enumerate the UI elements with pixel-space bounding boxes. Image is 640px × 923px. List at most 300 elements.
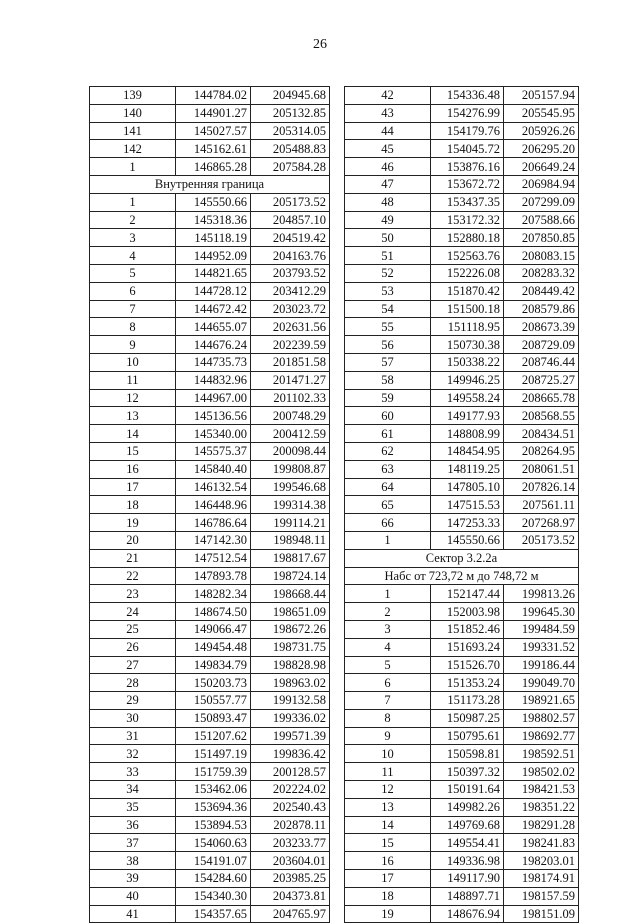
x-coordinate-cell: 147805.10	[431, 478, 504, 496]
table-row	[345, 407, 579, 425]
table-row	[345, 496, 579, 514]
table-row	[90, 371, 330, 389]
y-coordinate-cell: 202239.59	[251, 336, 330, 354]
y-coordinate-cell: 208665.78	[504, 389, 579, 407]
point-number-cell: 26	[90, 638, 176, 656]
section-header-row	[345, 567, 579, 585]
x-coordinate-cell: 150598.81	[431, 745, 504, 763]
y-coordinate-cell: 205488.83	[251, 140, 330, 158]
table-row	[90, 140, 330, 158]
point-number-cell: 42	[345, 87, 431, 105]
x-coordinate-cell: 149117.90	[431, 870, 504, 888]
y-coordinate-cell: 207826.14	[504, 478, 579, 496]
x-coordinate-cell: 148676.94	[431, 905, 504, 923]
table-row	[90, 514, 330, 532]
y-coordinate-cell: 203604.01	[251, 852, 330, 870]
y-coordinate-cell: 198731.75	[251, 638, 330, 656]
table-row	[345, 531, 579, 549]
y-coordinate-cell: 198592.51	[504, 745, 579, 763]
y-coordinate-cell: 198421.53	[504, 781, 579, 799]
x-coordinate-cell: 144655.07	[176, 318, 251, 336]
x-coordinate-cell: 149454.48	[176, 638, 251, 656]
point-number-cell: 6	[90, 282, 176, 300]
x-coordinate-cell: 154045.72	[431, 140, 504, 158]
y-coordinate-cell: 205314.05	[251, 122, 330, 140]
x-coordinate-cell: 150893.47	[176, 709, 251, 727]
point-number-cell: 27	[90, 656, 176, 674]
table-row	[345, 247, 579, 265]
y-coordinate-cell: 204163.76	[251, 247, 330, 265]
y-coordinate-cell: 203985.25	[251, 870, 330, 888]
point-number-cell: 40	[90, 887, 176, 905]
x-coordinate-cell: 144672.42	[176, 300, 251, 318]
x-coordinate-cell: 150557.77	[176, 692, 251, 710]
table-row	[90, 353, 330, 371]
table-row	[345, 781, 579, 799]
x-coordinate-cell: 145575.37	[176, 442, 251, 460]
table-row	[90, 656, 330, 674]
table-row	[90, 709, 330, 727]
x-coordinate-cell: 153876.16	[431, 158, 504, 176]
point-number-cell: 14	[90, 425, 176, 443]
x-coordinate-cell: 153894.53	[176, 816, 251, 834]
table-row	[345, 353, 579, 371]
table-row	[90, 816, 330, 834]
point-number-cell: 22	[90, 567, 176, 585]
x-coordinate-cell: 145550.66	[431, 531, 504, 549]
y-coordinate-cell: 198151.09	[504, 905, 579, 923]
point-number-cell: 2	[345, 603, 431, 621]
table-row	[345, 300, 579, 318]
y-coordinate-cell: 201471.27	[251, 371, 330, 389]
y-coordinate-cell: 205173.52	[251, 193, 330, 211]
table-row	[90, 496, 330, 514]
x-coordinate-cell: 144901.27	[176, 104, 251, 122]
y-coordinate-cell: 199132.58	[251, 692, 330, 710]
point-number-cell: 8	[90, 318, 176, 336]
point-number-cell: 1	[90, 158, 176, 176]
point-number-cell: 18	[90, 496, 176, 514]
x-coordinate-cell: 150987.25	[431, 709, 504, 727]
point-number-cell: 37	[90, 834, 176, 852]
point-number-cell: 20	[90, 531, 176, 549]
x-coordinate-cell: 149336.98	[431, 852, 504, 870]
x-coordinate-cell: 153672.72	[431, 175, 504, 193]
y-coordinate-cell: 203793.52	[251, 264, 330, 282]
x-coordinate-cell: 144784.02	[176, 87, 251, 105]
y-coordinate-cell: 208746.44	[504, 353, 579, 371]
y-coordinate-cell: 208283.32	[504, 264, 579, 282]
y-coordinate-cell: 205926.26	[504, 122, 579, 140]
point-number-cell: 49	[345, 211, 431, 229]
point-number-cell: 52	[345, 264, 431, 282]
x-coordinate-cell: 152147.44	[431, 585, 504, 603]
table-row	[345, 193, 579, 211]
y-coordinate-cell: 206295.20	[504, 140, 579, 158]
y-coordinate-cell: 208083.15	[504, 247, 579, 265]
x-coordinate-cell: 147515.53	[431, 496, 504, 514]
point-number-cell: 5	[90, 264, 176, 282]
y-coordinate-cell: 198291.28	[504, 816, 579, 834]
y-coordinate-cell: 200748.29	[251, 407, 330, 425]
y-coordinate-cell: 204519.42	[251, 229, 330, 247]
table-row	[90, 870, 330, 888]
table-row	[90, 781, 330, 799]
x-coordinate-cell: 154179.76	[431, 122, 504, 140]
x-coordinate-cell: 148282.34	[176, 585, 251, 603]
y-coordinate-cell: 208725.27	[504, 371, 579, 389]
y-coordinate-cell: 198203.01	[504, 852, 579, 870]
x-coordinate-cell: 153437.35	[431, 193, 504, 211]
point-number-cell: 7	[90, 300, 176, 318]
x-coordinate-cell: 154336.48	[431, 87, 504, 105]
y-coordinate-cell: 198174.91	[504, 870, 579, 888]
table-row	[90, 852, 330, 870]
point-number-cell: 140	[90, 104, 176, 122]
table-row	[90, 620, 330, 638]
table-row	[345, 620, 579, 638]
table-row	[345, 727, 579, 745]
y-coordinate-cell: 204945.68	[251, 87, 330, 105]
table-row	[345, 336, 579, 354]
point-number-cell: 18	[345, 887, 431, 905]
table-row	[90, 727, 330, 745]
table-row	[90, 264, 330, 282]
x-coordinate-cell: 151118.95	[431, 318, 504, 336]
point-number-cell: 35	[90, 798, 176, 816]
y-coordinate-cell: 199336.02	[251, 709, 330, 727]
y-coordinate-cell: 205157.94	[504, 87, 579, 105]
x-coordinate-cell: 151173.28	[431, 692, 504, 710]
x-coordinate-cell: 149554.41	[431, 834, 504, 852]
y-coordinate-cell: 204373.81	[251, 887, 330, 905]
point-number-cell: 57	[345, 353, 431, 371]
y-coordinate-cell: 198692.77	[504, 727, 579, 745]
x-coordinate-cell: 149177.93	[431, 407, 504, 425]
y-coordinate-cell: 208729.09	[504, 336, 579, 354]
point-number-cell: 19	[345, 905, 431, 923]
x-coordinate-cell: 150730.38	[431, 336, 504, 354]
y-coordinate-cell: 202540.43	[251, 798, 330, 816]
table-row	[90, 478, 330, 496]
x-coordinate-cell: 154357.65	[176, 905, 251, 923]
x-coordinate-cell: 146786.64	[176, 514, 251, 532]
x-coordinate-cell: 144821.65	[176, 264, 251, 282]
left-table-body	[90, 87, 330, 923]
point-number-cell: 56	[345, 336, 431, 354]
table-row	[345, 175, 579, 193]
x-coordinate-cell: 149558.24	[431, 389, 504, 407]
point-number-cell: 63	[345, 460, 431, 478]
y-coordinate-cell: 199808.87	[251, 460, 330, 478]
x-coordinate-cell: 145162.61	[176, 140, 251, 158]
y-coordinate-cell: 204857.10	[251, 211, 330, 229]
table-row	[90, 300, 330, 318]
y-coordinate-cell: 204765.97	[251, 905, 330, 923]
point-number-cell: 4	[345, 638, 431, 656]
point-number-cell: 36	[90, 816, 176, 834]
y-coordinate-cell: 198241.83	[504, 834, 579, 852]
table-row	[90, 104, 330, 122]
right-table-body	[345, 87, 579, 923]
point-number-cell: 44	[345, 122, 431, 140]
y-coordinate-cell: 206649.24	[504, 158, 579, 176]
y-coordinate-cell: 198802.57	[504, 709, 579, 727]
point-number-cell: 33	[90, 763, 176, 781]
point-number-cell: 32	[90, 745, 176, 763]
point-number-cell: 50	[345, 229, 431, 247]
x-coordinate-cell: 154340.30	[176, 887, 251, 905]
x-coordinate-cell: 150795.61	[431, 727, 504, 745]
table-row	[90, 798, 330, 816]
table-row	[90, 211, 330, 229]
point-number-cell: 13	[90, 407, 176, 425]
point-number-cell: 3	[90, 229, 176, 247]
table-row	[90, 158, 330, 176]
y-coordinate-cell: 199645.30	[504, 603, 579, 621]
x-coordinate-cell: 144967.00	[176, 389, 251, 407]
point-number-cell: 11	[345, 763, 431, 781]
table-row	[90, 638, 330, 656]
y-coordinate-cell: 207584.28	[251, 158, 330, 176]
table-row	[90, 763, 330, 781]
section-header-row	[345, 549, 579, 567]
point-number-cell: 15	[345, 834, 431, 852]
x-coordinate-cell: 152880.18	[431, 229, 504, 247]
table-row	[345, 852, 579, 870]
table-row	[345, 104, 579, 122]
x-coordinate-cell: 151852.46	[431, 620, 504, 638]
table-row	[90, 887, 330, 905]
table-row	[345, 264, 579, 282]
x-coordinate-cell: 144832.96	[176, 371, 251, 389]
table-row	[90, 282, 330, 300]
y-coordinate-cell: 198921.65	[504, 692, 579, 710]
point-number-cell: 14	[345, 816, 431, 834]
x-coordinate-cell: 150338.22	[431, 353, 504, 371]
point-number-cell: 62	[345, 442, 431, 460]
y-coordinate-cell: 208061.51	[504, 460, 579, 478]
y-coordinate-cell: 198724.14	[251, 567, 330, 585]
point-number-cell: 28	[90, 674, 176, 692]
y-coordinate-cell: 198948.11	[251, 531, 330, 549]
point-number-cell: 41	[90, 905, 176, 923]
x-coordinate-cell: 153694.36	[176, 798, 251, 816]
point-number-cell: 15	[90, 442, 176, 460]
x-coordinate-cell: 154191.07	[176, 852, 251, 870]
point-number-cell: 13	[345, 798, 431, 816]
x-coordinate-cell: 151497.19	[176, 745, 251, 763]
x-coordinate-cell: 145550.66	[176, 193, 251, 211]
y-coordinate-cell: 208264.95	[504, 442, 579, 460]
table-row	[90, 745, 330, 763]
table-row	[345, 603, 579, 621]
table-row	[90, 193, 330, 211]
x-coordinate-cell: 153172.32	[431, 211, 504, 229]
x-coordinate-cell: 146448.96	[176, 496, 251, 514]
section-header: Набс от 723,72 м до 748,72 м	[345, 567, 579, 585]
table-row	[345, 460, 579, 478]
table-row	[345, 692, 579, 710]
table-row	[90, 425, 330, 443]
y-coordinate-cell: 201102.33	[251, 389, 330, 407]
point-number-cell: 34	[90, 781, 176, 799]
y-coordinate-cell: 198963.02	[251, 674, 330, 692]
point-number-cell: 65	[345, 496, 431, 514]
x-coordinate-cell: 152563.76	[431, 247, 504, 265]
y-coordinate-cell: 205173.52	[504, 531, 579, 549]
y-coordinate-cell: 199049.70	[504, 674, 579, 692]
table-row	[90, 567, 330, 585]
x-coordinate-cell: 145840.40	[176, 460, 251, 478]
x-coordinate-cell: 147142.30	[176, 531, 251, 549]
point-number-cell: 142	[90, 140, 176, 158]
table-row	[345, 816, 579, 834]
point-number-cell: 59	[345, 389, 431, 407]
y-coordinate-cell: 199836.42	[251, 745, 330, 763]
y-coordinate-cell: 198651.09	[251, 603, 330, 621]
x-coordinate-cell: 147893.78	[176, 567, 251, 585]
x-coordinate-cell: 152226.08	[431, 264, 504, 282]
y-coordinate-cell: 200128.57	[251, 763, 330, 781]
point-number-cell: 45	[345, 140, 431, 158]
point-number-cell: 29	[90, 692, 176, 710]
x-coordinate-cell: 147512.54	[176, 549, 251, 567]
point-number-cell: 7	[345, 692, 431, 710]
point-number-cell: 51	[345, 247, 431, 265]
x-coordinate-cell: 145340.00	[176, 425, 251, 443]
x-coordinate-cell: 148897.71	[431, 887, 504, 905]
point-number-cell: 46	[345, 158, 431, 176]
page-number: 26	[313, 37, 327, 52]
x-coordinate-cell: 152003.98	[431, 603, 504, 621]
point-number-cell: 8	[345, 709, 431, 727]
y-coordinate-cell: 207299.09	[504, 193, 579, 211]
x-coordinate-cell: 151500.18	[431, 300, 504, 318]
y-coordinate-cell: 208434.51	[504, 425, 579, 443]
point-number-cell: 139	[90, 87, 176, 105]
table-row	[90, 585, 330, 603]
point-number-cell: 1	[345, 531, 431, 549]
point-number-cell: 58	[345, 371, 431, 389]
table-row	[345, 478, 579, 496]
table-row	[345, 158, 579, 176]
point-number-cell: 21	[90, 549, 176, 567]
y-coordinate-cell: 203412.29	[251, 282, 330, 300]
x-coordinate-cell: 151870.42	[431, 282, 504, 300]
x-coordinate-cell: 145118.19	[176, 229, 251, 247]
point-number-cell: 19	[90, 514, 176, 532]
table-row	[345, 122, 579, 140]
table-row	[90, 87, 330, 105]
table-row	[90, 336, 330, 354]
point-number-cell: 55	[345, 318, 431, 336]
x-coordinate-cell: 149769.68	[431, 816, 504, 834]
x-coordinate-cell: 146865.28	[176, 158, 251, 176]
x-coordinate-cell: 148454.95	[431, 442, 504, 460]
table-row	[345, 905, 579, 923]
point-number-cell: 2	[90, 211, 176, 229]
x-coordinate-cell: 150397.32	[431, 763, 504, 781]
x-coordinate-cell: 151353.24	[431, 674, 504, 692]
y-coordinate-cell: 199186.44	[504, 656, 579, 674]
table-row	[90, 674, 330, 692]
table-row	[345, 763, 579, 781]
point-number-cell: 48	[345, 193, 431, 211]
x-coordinate-cell: 147253.33	[431, 514, 504, 532]
point-number-cell: 61	[345, 425, 431, 443]
point-number-cell: 30	[90, 709, 176, 727]
y-coordinate-cell: 198672.26	[251, 620, 330, 638]
table-row	[90, 122, 330, 140]
table-row	[345, 425, 579, 443]
coordinates-table-right	[344, 86, 579, 923]
point-number-cell: 10	[90, 353, 176, 371]
section-header: Сектор 3.2.2а	[345, 549, 579, 567]
y-coordinate-cell: 207588.66	[504, 211, 579, 229]
table-row	[90, 905, 330, 923]
table-row	[345, 140, 579, 158]
point-number-cell: 141	[90, 122, 176, 140]
y-coordinate-cell: 201851.58	[251, 353, 330, 371]
table-row	[90, 692, 330, 710]
x-coordinate-cell: 151759.39	[176, 763, 251, 781]
y-coordinate-cell: 198817.67	[251, 549, 330, 567]
x-coordinate-cell: 144676.24	[176, 336, 251, 354]
y-coordinate-cell: 208449.42	[504, 282, 579, 300]
table-row	[90, 229, 330, 247]
x-coordinate-cell: 148674.50	[176, 603, 251, 621]
x-coordinate-cell: 149982.26	[431, 798, 504, 816]
table-row	[345, 656, 579, 674]
y-coordinate-cell: 200412.59	[251, 425, 330, 443]
x-coordinate-cell: 150191.64	[431, 781, 504, 799]
y-coordinate-cell: 199546.68	[251, 478, 330, 496]
point-number-cell: 17	[90, 478, 176, 496]
point-number-cell: 4	[90, 247, 176, 265]
point-number-cell: 31	[90, 727, 176, 745]
x-coordinate-cell: 151693.24	[431, 638, 504, 656]
table-row	[345, 282, 579, 300]
table-row	[345, 371, 579, 389]
x-coordinate-cell: 153462.06	[176, 781, 251, 799]
y-coordinate-cell: 199114.21	[251, 514, 330, 532]
x-coordinate-cell: 149066.47	[176, 620, 251, 638]
x-coordinate-cell: 144728.12	[176, 282, 251, 300]
point-number-cell: 11	[90, 371, 176, 389]
point-number-cell: 9	[345, 727, 431, 745]
point-number-cell: 23	[90, 585, 176, 603]
x-coordinate-cell: 148119.25	[431, 460, 504, 478]
point-number-cell: 16	[345, 852, 431, 870]
table-row	[345, 318, 579, 336]
x-coordinate-cell: 149834.79	[176, 656, 251, 674]
x-coordinate-cell: 144735.73	[176, 353, 251, 371]
y-coordinate-cell: 208568.55	[504, 407, 579, 425]
x-coordinate-cell: 154276.99	[431, 104, 504, 122]
y-coordinate-cell: 206984.94	[504, 175, 579, 193]
table-row	[90, 834, 330, 852]
y-coordinate-cell: 199314.38	[251, 496, 330, 514]
point-number-cell: 16	[90, 460, 176, 478]
point-number-cell: 25	[90, 620, 176, 638]
y-coordinate-cell: 198828.98	[251, 656, 330, 674]
y-coordinate-cell: 208579.86	[504, 300, 579, 318]
point-number-cell: 53	[345, 282, 431, 300]
y-coordinate-cell: 207850.85	[504, 229, 579, 247]
table-row	[345, 211, 579, 229]
table-row	[345, 514, 579, 532]
